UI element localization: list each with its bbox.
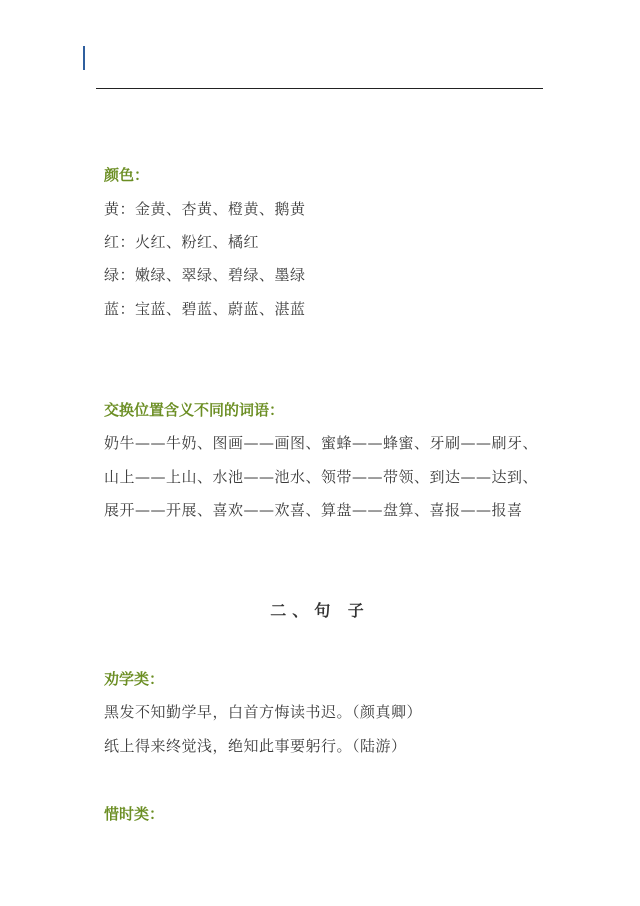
study-line-1: 黑发不知勤学早，白首方悔读书迟。（颜真卿）: [104, 703, 423, 721]
swap-words-line-2: 山上——上山、水池——池水、领带——带领、到达——达到、: [104, 468, 539, 486]
swap-words-heading: 交换位置含义不同的词语：: [104, 401, 285, 419]
swap-words-line-1: 奶牛——牛奶、图画——画图、蜜蜂——蜂蜜、牙刷——刷牙、: [104, 434, 539, 452]
study-line-2: 纸上得来终觉浅，绝知此事要躬行。（陆游）: [104, 737, 407, 755]
colors-line-yellow: 黄：金黄、杏黄、橙黄、鹅黄: [104, 200, 306, 218]
section-two-title: 二、句 子: [270, 601, 370, 620]
header-accent-bar: [83, 46, 85, 70]
colors-line-red: 红：火红、粉红、橘红: [104, 233, 260, 251]
time-heading: 惜时类：: [104, 805, 165, 823]
swap-words-line-3: 展开——开展、喜欢——欢喜、算盘——盘算、喜报——报喜: [104, 501, 523, 519]
study-heading: 劝学类：: [104, 670, 165, 688]
colors-line-green: 绿：嫩绿、翠绿、碧绿、墨绿: [104, 266, 306, 284]
colors-line-blue: 蓝：宝蓝、碧蓝、蔚蓝、湛蓝: [104, 300, 306, 318]
colors-heading: 颜色：: [104, 166, 150, 184]
header-divider: [96, 88, 543, 89]
